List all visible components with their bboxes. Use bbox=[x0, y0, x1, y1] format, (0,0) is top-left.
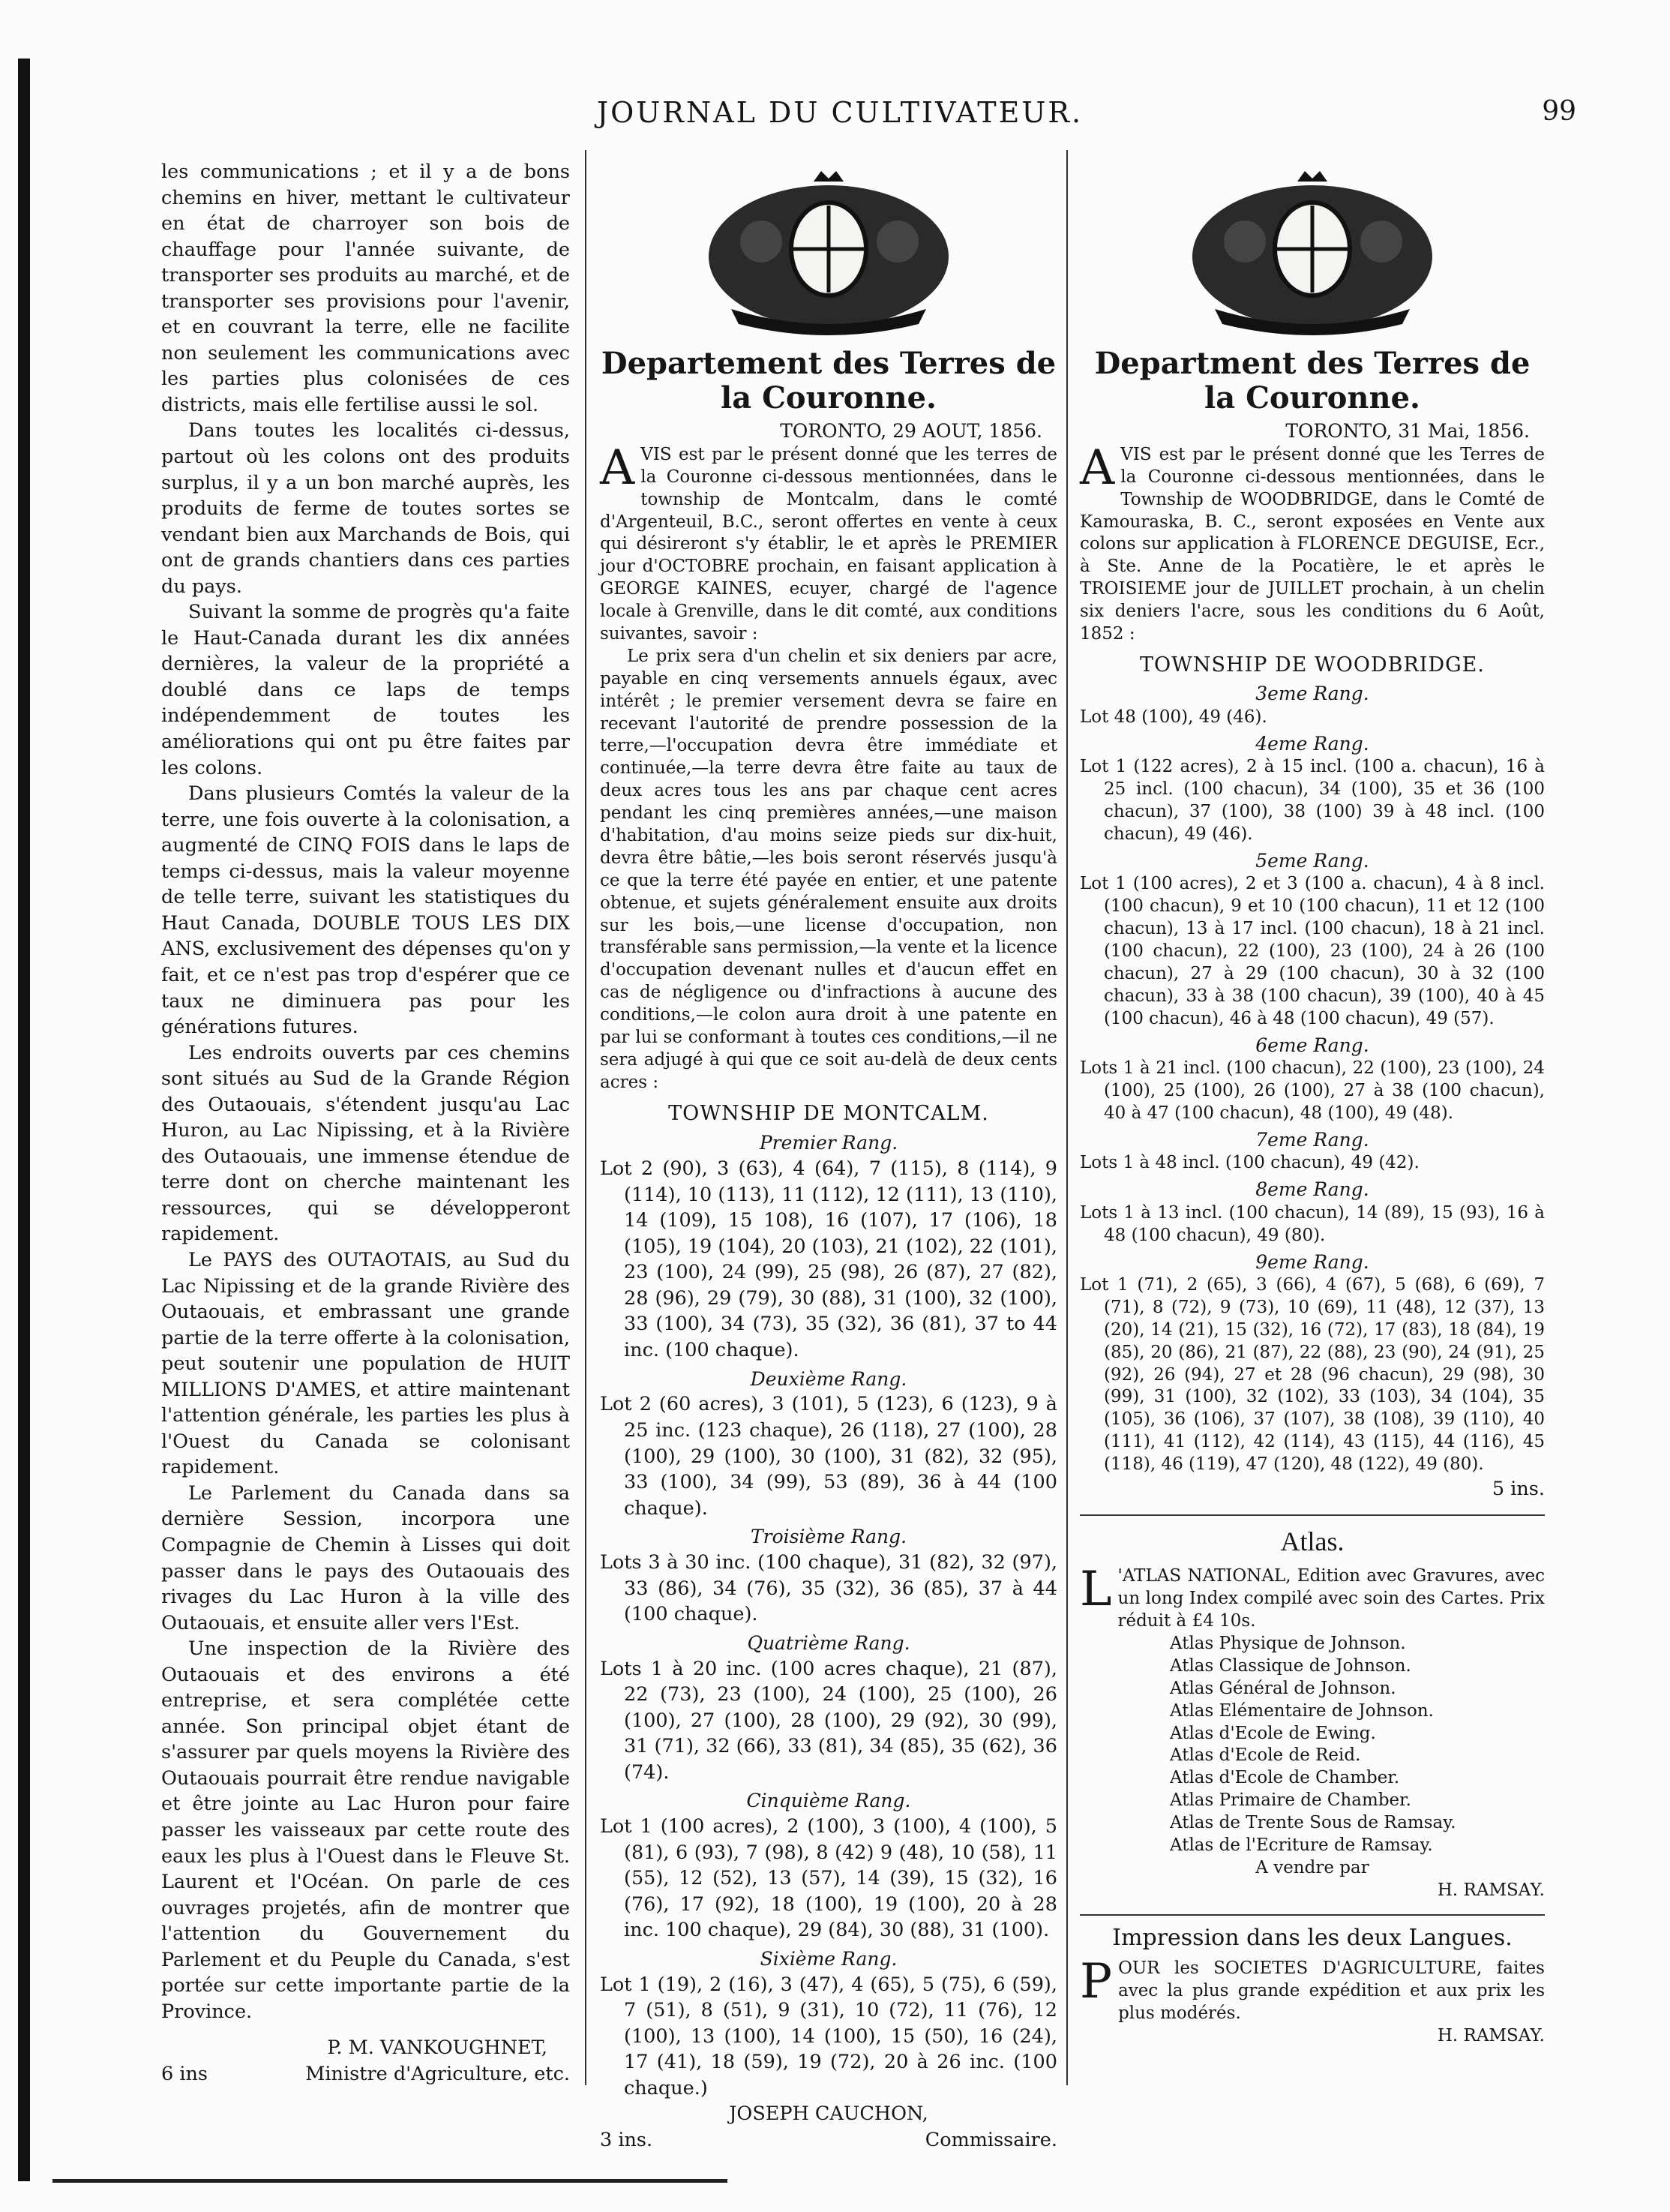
list-item: Atlas d'Ecole de Chamber. bbox=[1170, 1768, 1400, 1788]
column-rule-2 bbox=[1066, 150, 1068, 2085]
royal-coat-of-arms-icon bbox=[1185, 159, 1440, 339]
lot-list: Lot 1 (100 acres), 2 et 3 (100 a. chacun), 4 à 8 incl. (100 chacun), 9 et 10 (100 chacun), 11 et 12 (100 chacun), 13 à 17 incl. (100 chacun), 18 à 21 incl. (100 chacun), 22 (100), 23 (100), 24 à 26 (100 chacun), 27 à 29 (100 chacun), 30 à 32 (100 chacun), 33 à 38 (100 chacun), 39 (100), 40 à 45 (100 chacun), 46 à 48 (100 chacun), 49 (57). bbox=[1080, 874, 1545, 1028]
page-number: 99 bbox=[1542, 96, 1576, 127]
signature-line bbox=[600, 2127, 1057, 2153]
insertion-count: 3 ins. bbox=[600, 2129, 653, 2152]
book-spine-bar bbox=[18, 59, 30, 2181]
drop-cap: P bbox=[1080, 1954, 1113, 2010]
notice-intro: VIS est par le présent donné que les terres de la Couronne ci-dessous mentionnées, dans le township de Montcalm, dans le comté d'Argenteuil, B.C., seront offertes en vente à ceux qui désireront s'y établir, le et après le PREMIER jour d'OCTOBRE prochain, en faisant application à GEORGE KAINES, ecuyer, chargé de l'agence locale à Grenville, dans le dit comté, aux conditions suivantes, savoir : bbox=[600, 444, 1057, 644]
paragraph: Les endroits ouverts par ces chemins sont situés au Sud de la Grande Région des Outaouais, s'étendent jusqu'au Lac Huron, au Lac Nipissing, et à la Rivière des Outaouais, une immense étendue de terre dont on cherche maintenant les ressources, qui se développeront rapidement. bbox=[161, 1041, 570, 1246]
lot-list: Lot 2 (60 acres), 3 (101), 5 (123), 6 (123), 9 à 25 inc. (123 chaque), 26 (118), 27 (100), 28 (100), 29 (100), 30 (100), 31 (82), 32 (95), 33 (100), 34 (99), 53 (89), 36 à 44 (100 chaque). bbox=[600, 1393, 1057, 1520]
drop-cap: A bbox=[600, 440, 635, 496]
list-item: Atlas d'Ecole de Reid. bbox=[1170, 1745, 1361, 1766]
seller-name: H. RAMSAY. bbox=[1437, 1880, 1545, 1900]
signature-name: JOSEPH CAUCHON, bbox=[729, 2102, 928, 2126]
column-article bbox=[161, 159, 570, 2087]
list-item: Atlas Physique de Johnson. bbox=[1170, 1634, 1406, 1653]
signature-line bbox=[161, 2061, 570, 2087]
atlas-heading: Atlas. bbox=[1280, 1526, 1345, 1556]
section-divider bbox=[1080, 1914, 1545, 1916]
township-heading: TOWNSHIP DE WOODBRIDGE. bbox=[1140, 653, 1485, 677]
signature-title: Commissaire. bbox=[925, 2129, 1057, 2152]
drop-cap: A bbox=[1080, 440, 1115, 496]
paragraph: Dans toutes les localités ci-dessus, partout où les colons ont des produits surplus, il y a un bon marché auprès, les produits de ferme de toutes sortes se vendant bien aux Marchands de Bois, qui ont de grands chantiers dans ces parties du pays. bbox=[161, 419, 570, 598]
rang-heading: Sixième Rang. bbox=[760, 1947, 898, 1970]
rang-heading: 9eme Rang. bbox=[1255, 1250, 1369, 1273]
paragraph: les communications ; et il y a de bons chemins en hiver, mettant le cultivateur en état de charroyer son bois de chauffage pour l'année suivante, de transporter ses produits au marché, et de transporter ses provisions pour l'avenir, et en couvrant la terre, elle ne facilite non seulement les communications avec les parties plus colonisées de ces districts, mais elle fertilise aussi le sol. bbox=[161, 161, 570, 416]
rang-heading: Quatrième Rang. bbox=[747, 1631, 910, 1654]
insertion-count: 5 ins. bbox=[1492, 1478, 1545, 1501]
paragraph: Une inspection de la Rivière des Outaouais et des environs a été entreprise, et sera complétée cette année. Son principal objet étant de s'assurer par quels moyens la Rivière des Outaouais pourrait être rendue navigable et être jointe au Lac Huron pour faire passer les vaisseaux par cette route des eaux les plus à l'Ouest dans le Fleuve St. Laurent et l'Océan. On parle de ces ouvrages projetés, afin de montrer que l'attention du Gouvernement du Parlement et du Peuple du Canada, s'est portée sur cette importante partie de la Province. bbox=[161, 1637, 570, 2023]
paragraph: Dans plusieurs Comtés la valeur de la terre, une fois ouverte à la colonisation, a augmenté de CINQ FOIS dans le laps de temps ci-dessus, mais la valeur moyenne de telle terre, suivant les statistiques du Haut Canada, DOUBLE TOUS LES DIX ANS, exclusivement des dépenses qu'on y fait, et ce n'est pas trop d'espérer que ce taux ne diminuera pas pour les générations futures. bbox=[161, 782, 570, 1039]
rang-heading: 5eme Rang. bbox=[1255, 849, 1369, 872]
column-rule-1 bbox=[585, 150, 586, 2085]
signature-title: Ministre d'Agriculture, etc. bbox=[305, 2062, 570, 2085]
list-item: Atlas de Trente Sous de Ramsay. bbox=[1170, 1813, 1456, 1833]
lot-list: Lot 1 (100 acres), 2 (100), 3 (100), 4 (100), 5 (81), 6 (93), 7 (98), 8 (42) 9 (48), 10 (58), 11 (55), 12 (52), 13 (57), 14 (39), 15 (32), 16 (76), 17 (92), 18 (100), 19 (100), 20 à 28 inc. 100 chaque), 29 (84), 30 (88), 31 (100). bbox=[600, 1815, 1057, 1942]
column-notice-woodbridge bbox=[1080, 159, 1545, 2048]
royal-coat-of-arms-icon bbox=[701, 159, 956, 339]
sale-note: A vendre par bbox=[1255, 1857, 1369, 1877]
atlas-intro: 'ATLAS NATIONAL, Edition avec Gravures, avec un long Index compilé avec soin des Cartes. Prix réduit à £4 10s. bbox=[1117, 1566, 1545, 1631]
impression-heading: Impression dans les deux Langues. bbox=[1112, 1924, 1513, 1951]
rang-heading: Deuxième Rang. bbox=[750, 1367, 907, 1390]
paragraph: Le PAYS des OUTAOTAIS, au Sud du Lac Nipissing et de la grande Rivière des Outaouais, et embrassant une grande partie de la terre offerte à la colonisation, peut soutenir une population de HUIT MILLIONS D'AMES, et attire maintenant l'attention générale, les parties les plus à l'Ouest du Canada se colonisant rapidement. bbox=[161, 1248, 570, 1479]
notice-intro: VIS est par le présent donné que les Terres de la Couronne ci-dessous mentionnées, dans le Township de WOODBRIDGE, dans le Comté de Kamouraska, B. C., seront exposées en Vente aux colons sur application à FLORENCE DEGUISE, Ecr., à Ste. Anne de la Pocatière, le et après le TROISIEME jour de JUILLET prochain, à un chelin six deniers l'acre, sous les conditions du 6 Août, 1852 : bbox=[1080, 444, 1545, 644]
lot-list: Lots 3 à 30 inc. (100 chaque), 31 (82), 32 (97), 33 (86), 34 (76), 35 (32), 36 (85), 37 à 44 (100 chaque). bbox=[600, 1551, 1057, 1626]
lot-list: Lot 1 (122 acres), 2 à 15 incl. (100 a. chacun), 16 à 25 incl. (100 chacun), 34 (100), 35 et 36 (100 chacun), 37 (100), 38 (100) 39 à 48 incl. (100 chacun), 49 (46). bbox=[1080, 757, 1545, 845]
notice-title: Departement des Terres de la Couronne. bbox=[601, 346, 1057, 416]
list-item: Atlas de l'Ecriture de Ramsay. bbox=[1170, 1835, 1433, 1856]
drop-cap: L bbox=[1080, 1562, 1112, 1618]
lot-list: Lots 1 à 20 inc. (100 acres chaque), 21 (87), 22 (73), 23 (100), 24 (100), 25 (100), 26 (100), 27 (100), 28 (100), 29 (92), 30 (99), 31 (71), 32 (66), 33 (81), 34 (85), 35 (62), 36 (74). bbox=[600, 1657, 1057, 1784]
notice-title: Department des Terres de la Couronne. bbox=[1094, 346, 1531, 416]
rang-heading: 7eme Rang. bbox=[1255, 1128, 1369, 1151]
rang-heading: 3eme Rang. bbox=[1255, 683, 1369, 705]
list-item: Atlas d'Ecole de Ewing. bbox=[1170, 1723, 1376, 1743]
list-item: Atlas Elémentaire de Johnson. bbox=[1170, 1700, 1434, 1721]
list-item: Atlas Primaire de Chamber. bbox=[1170, 1790, 1411, 1811]
atlas-list bbox=[1080, 1633, 1545, 1857]
rang-heading: Premier Rang. bbox=[759, 1132, 898, 1154]
insertion-count: 6 ins bbox=[161, 2062, 208, 2085]
rang-heading: Cinquième Rang. bbox=[746, 1790, 911, 1812]
page-header bbox=[52, 96, 1627, 141]
paragraph: Suivant la somme de progrès qu'a faite le Haut-Canada durant les dix années dernières, la valeur de la propriété a doublé dans ce laps de temps indépendemment de toutes les améliorations qui ont pu être faites par les colons. bbox=[161, 601, 570, 779]
lot-list: Lot 1 (71), 2 (65), 3 (66), 4 (67), 5 (68), 6 (69), 7 (71), 8 (72), 9 (73), 10 (69), 11 (48), 12 (37), 13 (20), 14 (21), 15 (32), 16 (72), 17 (83), 18 (84), 19 (85), 20 (86), 21 (87), 22 (88), 23 (90), 24 (91), 25 (92), 26 (94), 27 et 28 (96 chacun), 29 (98), 30 (99), 31 (100), 32 (102), 33 (103), 34 (104), 35 (105), 36 (106), 37 (107), 38 (108), 39 (110), 40 (111), 41 (112), 42 (114), 43 (115), 44 (116), 45 (118), 46 (119), 47 (120), 48 (122), 49 (80). bbox=[1080, 1275, 1545, 1475]
lot-list: Lot 48 (100), 49 (46). bbox=[1080, 707, 1267, 727]
signature-name: P. M. VANKOUGHNET, bbox=[327, 2036, 547, 2060]
column-notice-montcalm bbox=[600, 159, 1057, 2153]
seller-name: H. RAMSAY. bbox=[1437, 2026, 1545, 2045]
bottom-rule bbox=[52, 2179, 727, 2183]
dateline: TORONTO, 31 Mai, 1856. bbox=[1285, 420, 1530, 442]
dateline: TORONTO, 29 AOUT, 1856. bbox=[780, 420, 1042, 442]
lot-list: Lots 1 à 21 incl. (100 chacun), 22 (100), 23 (100), 24 (100), 25 (100), 26 (100), 27 à 38 (100 chacun), 40 à 47 (100 chacun), 48 (100), 49 (48). bbox=[1080, 1058, 1545, 1123]
township-heading: TOWNSHIP DE MONTCALM. bbox=[668, 1101, 989, 1125]
list-item: Atlas Général de Johnson. bbox=[1170, 1678, 1396, 1698]
rang-heading: 8eme Rang. bbox=[1255, 1178, 1369, 1201]
impression-text: OUR les SOCIETES D'AGRICULTURE, faites avec la plus grande expédition et aux prix les plus modérés. bbox=[1118, 1958, 1545, 2024]
lot-list: Lots 1 à 13 incl. (100 chacun), 14 (89), 15 (93), 16 à 48 (100 chacun), 49 (80). bbox=[1080, 1202, 1545, 1245]
notice-conditions: Le prix sera d'un chelin et six deniers par acre, payable en cinq versements annuels égaux, avec intérêt ; le premier versement devra se faire en recevant l'autorité de prendre possession de la terre,—l'occupation devra être immédiate et continuée,—la terre devra être faite au taux de deux acres tous les ans par chaque cent acres pendant les cinq premières années,—une maison d'habitation, d'au moins seize pieds sur dix-huit, devra être bâtie,—les bois seront réservés jusqu'à ce que la terre été payée en entier, et une patente obtenue, et sujets généralement ensuite aux droits sur les bois,—une license d'occupation, non transférable sans permission,—la vente et la licence d'occupation devenant nulles et d'aucun effet en cas de négligence ou d'infractions à aucune des conditions,—le colon aura droit à une patente en par lui se conformant à toutes ces conditions,—il ne sera adjugé à qui que ce soit au-delà de deux cents acres : bbox=[600, 646, 1057, 1092]
paragraph: Le Parlement du Canada dans sa dernière Session, incorpora une Compagnie de Chemin à Lisses qui doit passer dans le pays des Outaouais des rivages du Lac Huron à la ville des Outaouais, et ensuite aller vers l'Est. bbox=[161, 1481, 570, 1634]
rang-heading: Troisième Rang. bbox=[750, 1526, 907, 1548]
list-item: Atlas Classique de Johnson. bbox=[1170, 1655, 1411, 1676]
section-divider bbox=[1080, 1514, 1545, 1516]
lot-list: Lot 1 (19), 2 (16), 3 (47), 4 (65), 5 (75), 6 (59), 7 (51), 8 (51), 9 (31), 10 (72), 11 (76), 12 (100), 13 (100), 14 (100), 15 (50), 16 (24), 17 (41), 18 (59), 19 (72), 20 à 26 inc. (100 chaque.) bbox=[600, 1973, 1057, 2099]
journal-title: JOURNAL DU CULTIVATEUR. bbox=[596, 96, 1084, 129]
lot-list: Lot 2 (90), 3 (63), 4 (64), 7 (115), 8 (114), 9 (114), 10 (113), 11 (112), 12 (111), 13 (110), 14 (109), 15 108), 16 (107), 17 (106), 18 (105), 19 (104), 20 (103), 21 (102), 22 (101), 23 (100), 24 (99), 25 (98), 26 (87), 27 (82), 28 (96), 29 (79), 30 (88), 31 (100), 32 (100), 33 (100), 34 (73), 35 (32), 36 (81), 37 to 44 inc. (100 chaque). bbox=[600, 1157, 1058, 1361]
lot-list: Lots 1 à 48 incl. (100 chacun), 49 (42). bbox=[1080, 1153, 1420, 1173]
rang-heading: 6eme Rang. bbox=[1255, 1034, 1369, 1056]
rang-heading: 4eme Rang. bbox=[1255, 732, 1369, 755]
